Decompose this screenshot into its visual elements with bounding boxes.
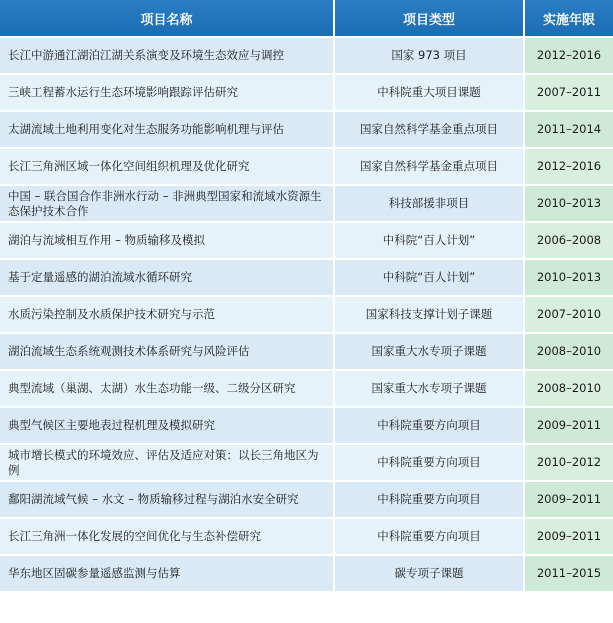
project-type-cell: 中科院重要方向项目 (334, 518, 524, 555)
project-period-cell: 2010–2013 (524, 185, 613, 222)
project-period-cell: 2008–2010 (524, 370, 613, 407)
project-type-cell: 中科院重要方向项目 (334, 444, 524, 481)
project-type-cell: 科技部援非项目 (334, 185, 524, 222)
project-name-cell: 长江中游通江湖泊江湖关系演变及环境生态效应与调控 (0, 37, 334, 74)
project-type-cell: 碳专项子课题 (334, 555, 524, 592)
project-type-cell: 中科院“百人计划” (334, 259, 524, 296)
table-header (0, 0, 613, 37)
table-row (0, 259, 613, 296)
project-period-cell: 2012–2016 (524, 37, 613, 74)
table-row (0, 555, 613, 592)
project-period-cell: 2010–2013 (524, 259, 613, 296)
project-period-cell: 2011–2014 (524, 111, 613, 148)
project-period-cell: 2010–2012 (524, 444, 613, 481)
table-row (0, 111, 613, 148)
project-period-cell: 2009–2011 (524, 518, 613, 555)
project-period-cell: 2011–2015 (524, 555, 613, 592)
project-name-cell: 三峡工程蓄水运行生态环境影响跟踪评估研究 (0, 74, 334, 111)
table-row (0, 222, 613, 259)
table-row (0, 481, 613, 518)
table-row (0, 444, 613, 481)
table-row (0, 333, 613, 370)
project-name-cell: 太湖流域土地利用变化对生态服务功能影响机理与评估 (0, 111, 334, 148)
project-name-cell: 基于定量遥感的湖泊流域水循环研究 (0, 259, 334, 296)
project-name-cell: 城市增长模式的环境效应、评估及适应对策：以长三角地区为例 (0, 444, 334, 481)
project-type-cell: 中科院重大项目课题 (334, 74, 524, 111)
project-type-cell: 国家科技支撑计划子课题 (334, 296, 524, 333)
table-row (0, 148, 613, 185)
project-name-cell: 华东地区固碳参量遥感监测与估算 (0, 555, 334, 592)
table-row (0, 74, 613, 111)
project-type-cell: 中科院“百人计划” (334, 222, 524, 259)
header-project-name: 项目名称 (0, 0, 334, 37)
project-name-cell: 水质污染控制及水质保护技术研究与示范 (0, 296, 334, 333)
table-row (0, 185, 613, 222)
project-period-cell: 2008–2010 (524, 333, 613, 370)
project-period-cell: 2009–2011 (524, 407, 613, 444)
project-type-cell: 国家重大水专项子课题 (334, 333, 524, 370)
table-row (0, 518, 613, 555)
project-period-cell: 2007–2010 (524, 296, 613, 333)
project-period-cell: 2006–2008 (524, 222, 613, 259)
project-period-cell: 2012–2016 (524, 148, 613, 185)
project-type-cell: 国家自然科学基金重点项目 (334, 148, 524, 185)
project-type-cell: 中科院重要方向项目 (334, 407, 524, 444)
project-name-cell: 中国 – 联合国合作非洲水行动 – 非洲典型国家和流域水资源生态保护技术合作 (0, 185, 334, 222)
project-name-cell: 典型气候区主要地表过程机理及模拟研究 (0, 407, 334, 444)
header-row (0, 0, 613, 37)
project-period-cell: 2009–2011 (524, 481, 613, 518)
table-row (0, 407, 613, 444)
table-row (0, 296, 613, 333)
project-name-cell: 鄱阳湖流域气候 – 水文 – 物质输移过程与湖泊水安全研究 (0, 481, 334, 518)
project-name-cell: 长江三角洲一体化发展的空间优化与生态补偿研究 (0, 518, 334, 555)
table-row (0, 370, 613, 407)
table-body (0, 37, 613, 592)
project-type-cell: 国家 973 项目 (334, 37, 524, 74)
project-name-cell: 长江三角洲区域一体化空间组织机理及优化研究 (0, 148, 334, 185)
project-type-cell: 国家重大水专项子课题 (334, 370, 524, 407)
project-name-cell: 湖泊与流域相互作用 – 物质输移及模拟 (0, 222, 334, 259)
project-type-cell: 国家自然科学基金重点项目 (334, 111, 524, 148)
project-name-cell: 湖泊流域生态系统观测技术体系研究与风险评估 (0, 333, 334, 370)
table-row (0, 37, 613, 74)
header-period: 实施年限 (524, 0, 613, 37)
project-period-cell: 2007–2011 (524, 74, 613, 111)
project-name-cell: 典型流域（巢湖、太湖）水生态功能一级、二级分区研究 (0, 370, 334, 407)
header-project-type: 项目类型 (334, 0, 524, 37)
project-type-cell: 中科院重要方向项目 (334, 481, 524, 518)
